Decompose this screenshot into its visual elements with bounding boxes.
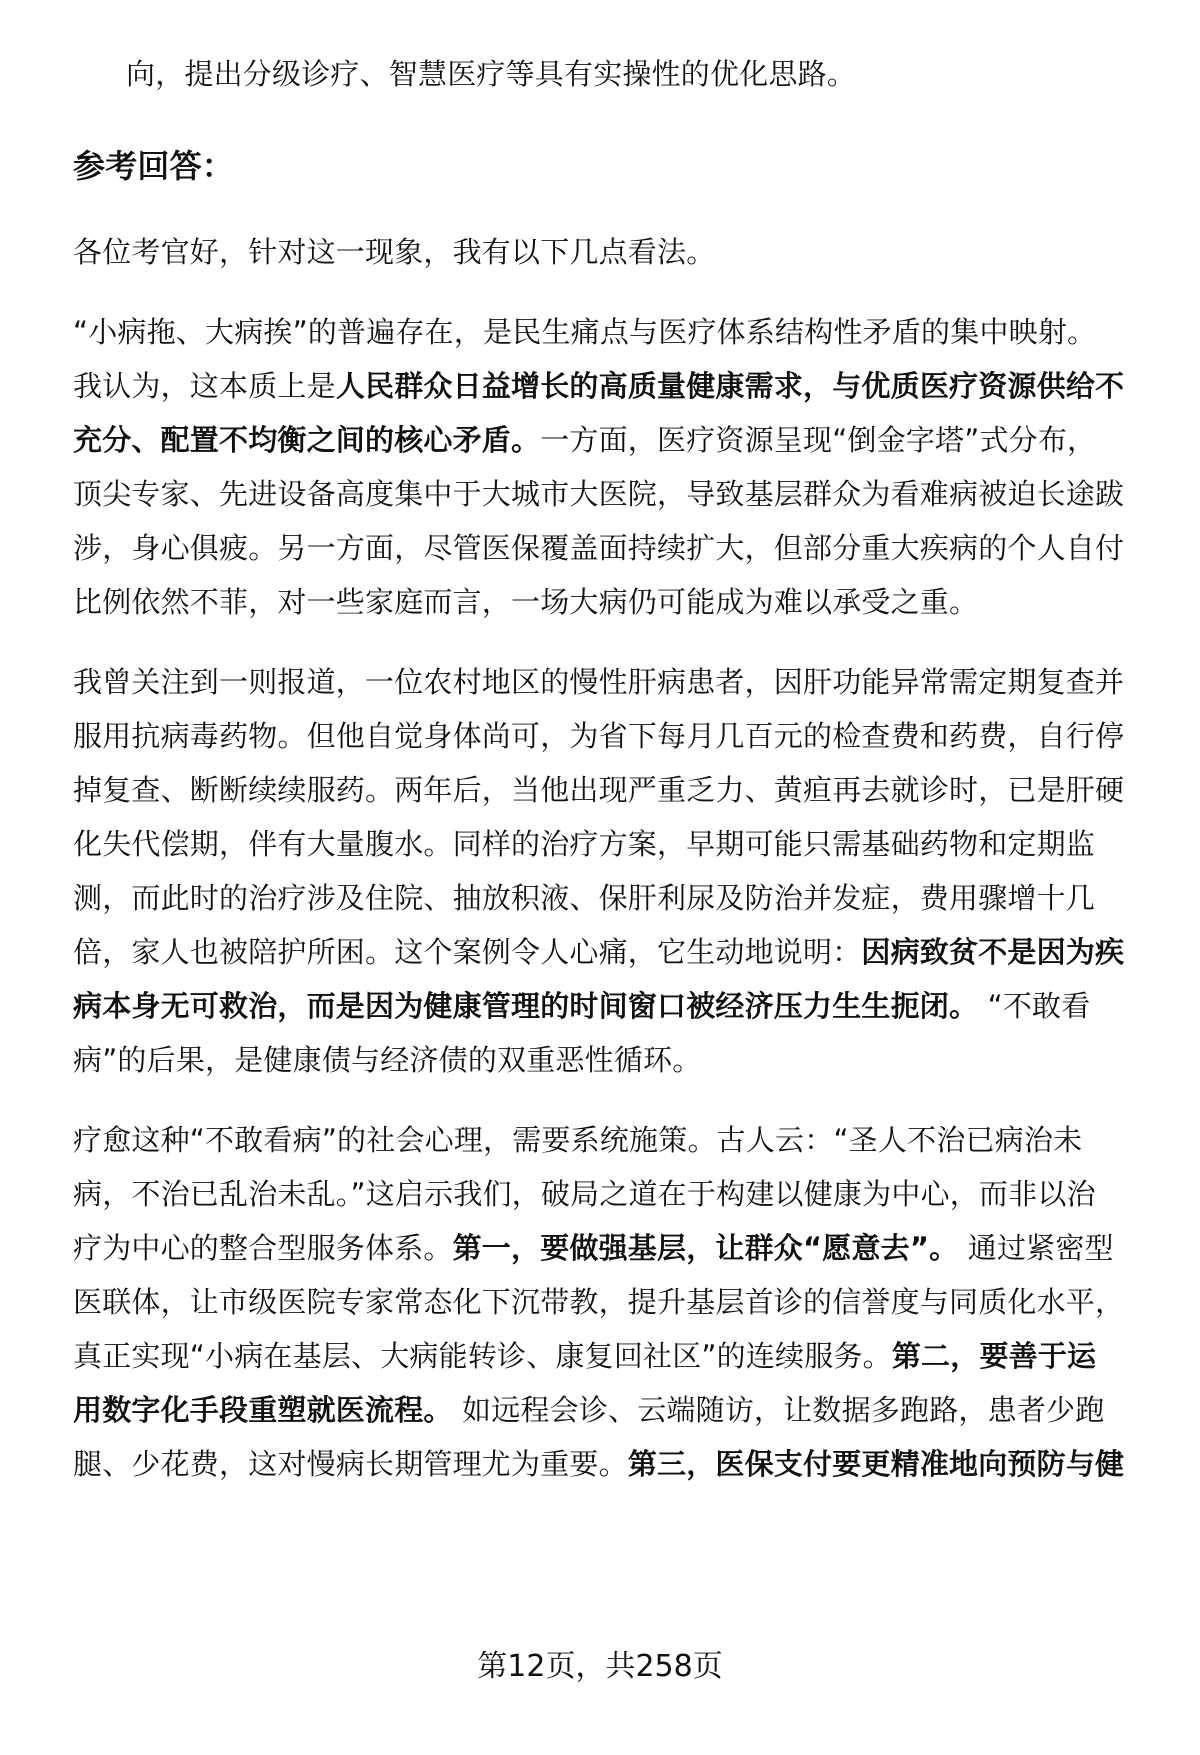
bold-run: 病本身无可救治，而是因为健康管理的时间窗口被经济压力生生扼闭。 [73,989,979,1023]
text-run: 倍，家人也被陪护所困。这个案例令人心痛，它生动地说明： [73,935,862,969]
paragraph-4-line-2: 病，不治已乱治未乱。”这启示我们，破局之道在于构建以健康为中心，而非以治 [73,1177,1096,1211]
paragraph-3-line-4: 化失代偿期，伴有大量腹水。同样的治疗方案，早期可能只需基础药物和定期监 [73,827,1096,861]
paragraph-4-line-1: 疗愈这种“不敢看病”的社会心理，需要系统施策。古人云：“圣人不治已病治未 [73,1123,1083,1157]
paragraph-4-line-3 [73,1228,1114,1268]
text-run: “不敢看 [978,989,1091,1023]
paragraph-3-line-5: 测，而此时的治疗涉及住院、抽放积液、保肝利尿及防治并发症，费用骤增十几 [73,881,1096,915]
paragraph-4-line-4: 医联体，让市级医院专家常态化下沉带教，提升基层首诊的信誉度与同质化水平， [73,1285,1125,1319]
paragraph-2-line-5: 涉，身心俱疲。另一方面，尽管医保覆盖面持续扩大，但部分重大疾病的个人自付 [73,531,1125,565]
paragraph-3-line-8: 病”的后果，是健康债与经济债的双重恶性循环。 [73,1043,702,1077]
text-run: 真正实现“小病在基层、大病能转诊、康复回社区”的连续服务。 [73,1339,892,1373]
paragraph-4-line-7 [73,1444,1124,1484]
paragraph-1: 各位考官好，针对这一现象，我有以下几点看法。 [73,235,716,269]
bold-run: 因病致贫不是因为疾 [861,935,1125,969]
text-run: 一方面，医疗资源呈现“倒金字塔”式分布， [540,423,1097,457]
bold-run: 第二，要善于运 [891,1339,1097,1373]
paragraph-2-line-2 [73,366,1124,406]
text-run: 如远程会诊、云端随访，让数据多跑路，患者少跑 [452,1393,1105,1427]
bold-run: 第三，医保支付要更精准地向预防与健 [627,1447,1125,1481]
text-run: 通过紧密型 [958,1231,1114,1265]
bold-run: 用数字化手段重塑就医流程。 [73,1393,453,1427]
text-run: 疗为中心的整合型服务体系。 [73,1231,453,1265]
paragraph-3-line-3: 掉复查、断断续续服药。两年后，当他出现严重乏力、黄疸再去就诊时，已是肝硬 [73,773,1125,807]
paragraph-3-line-7 [73,986,1090,1026]
paragraph-4-line-6 [73,1390,1104,1430]
paragraph-3-line-6 [73,932,1124,972]
bold-run: 充分、配置不均衡之间的核心矛盾。 [73,423,541,457]
text-run: 我认为，这本质上是 [73,369,336,403]
paragraph-2-line-3 [73,420,1096,460]
intro-tail: 向，提出分级诊疗、智慧医疗等具有实操性的优化思路。 [126,57,857,91]
bold-run: 第一，要做强基层，让群众“愿意去”。 [452,1231,959,1265]
text-run: 腿、少花费，这对慢病长期管理尤为重要。 [73,1447,628,1481]
bold-run: 人民群众日益增长的高质量健康需求，与优质医疗资源供给不 [335,369,1125,403]
paragraph-3-line-1: 我曾关注到一则报道，一位农村地区的慢性肝病患者，因肝功能异常需定期复查并 [73,665,1125,699]
page-number-footer: 第12页，共258页 [477,1649,723,1684]
paragraph-4-line-5 [73,1336,1096,1376]
paragraph-2-line-1: “小病拖、大病挨”的普遍存在，是民生痛点与医疗体系结构性矛盾的集中映射。 [73,315,1097,349]
paragraph-3-line-2: 服用抗病毒药物。但他自觉身体尚可，为省下每月几百元的检查费和药费，自行停 [73,719,1125,753]
section-heading: 参考回答： [73,147,235,185]
paragraph-2-line-6: 比例依然不菲，对一些家庭而言，一场大病仍可能成为难以承受之重。 [73,585,979,619]
paragraph-2-line-4: 顶尖专家、先进设备高度集中于大城市大医院，导致基层群众为看难病被迫长途跋 [73,477,1125,511]
